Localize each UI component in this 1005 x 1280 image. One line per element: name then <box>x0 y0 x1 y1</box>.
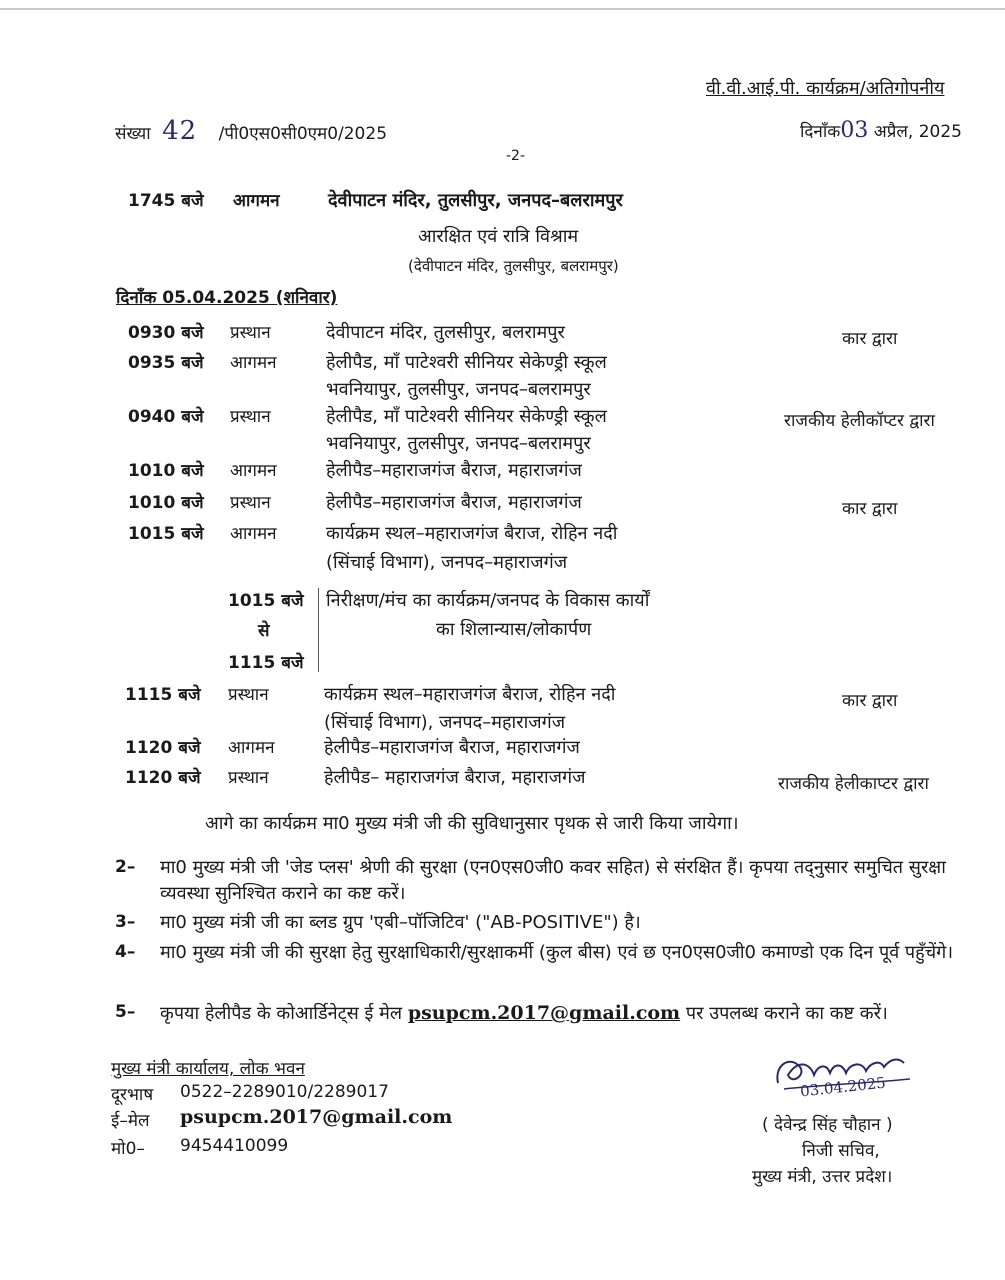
schedule-place-line2: भवनियापुर, तुलसीपुर, जनपद–बलरामपुर <box>326 433 591 454</box>
page-marker: -2- <box>506 148 526 164</box>
schedule-time: 1120 बजे <box>125 738 201 758</box>
schedule-time: 1015 बजे <box>128 524 204 544</box>
schedule-mode: कार द्वारा <box>842 329 898 349</box>
top-edge-line <box>0 8 1005 10</box>
schedule-place: देवीपाटन मंदिर, तुलसीपुर, बलरामपुर <box>326 322 565 343</box>
schedule-action: प्रस्थान <box>230 493 271 513</box>
program-divider <box>318 588 319 672</box>
mobile-label: मो0– <box>111 1139 145 1159</box>
point-text <box>160 1000 968 1027</box>
date-label: दिनाँक <box>800 122 841 142</box>
program-line1: निरीक्षण/मंच का कार्यक्रम/जनपद के विकास कार्यों <box>326 590 650 611</box>
program-to-time: 1115 बजे <box>228 653 304 673</box>
further-program-note: आगे का कार्यक्रम मा0 मुख्य मंत्री जी की सुविधानुसार पृथक से जारी किया जायेगा। <box>205 813 739 834</box>
point-number: 4– <box>115 942 136 962</box>
program-se: से <box>258 621 270 641</box>
coordinates-email-link[interactable]: psupcm.2017@gmail.com <box>407 1002 681 1024</box>
schedule-mode: कार द्वारा <box>842 499 898 519</box>
schedule-place-line2: भवनियापुर, तुलसीपुर, जनपद–बलरामपुर <box>326 379 591 400</box>
schedule-action: प्रस्थान <box>228 768 269 788</box>
signature-date: 03.04.2025 <box>799 1073 887 1101</box>
schedule-time: 1010 बजे <box>128 461 204 481</box>
point-number: 2– <box>115 857 136 877</box>
prev-arrival-action: आगमन <box>233 191 280 211</box>
schedule-time: 0940 बजे <box>128 407 204 427</box>
schedule-time: 1115 बजे <box>125 685 201 705</box>
office-email[interactable]: psupcm.2017@gmail.com <box>180 1106 453 1128</box>
day-heading: दिनाँक 05.04.2025 (शनिवार) <box>116 288 338 308</box>
signatory-office: मुख्य मंत्री, उत्तर प्रदेश। <box>752 1167 893 1187</box>
signatory-designation: निजी सचिव, <box>802 1141 880 1161</box>
schedule-action: आगमन <box>230 524 277 544</box>
schedule-time: 0935 बजे <box>128 353 204 373</box>
prev-arrival-time: 1745 बजे <box>128 191 204 211</box>
schedule-time: 1120 बजे <box>125 768 201 788</box>
date-rest: अप्रैल, 2025 <box>873 122 962 142</box>
phone-label: दूरभाष <box>111 1085 154 1105</box>
prev-arrival-note: आरक्षित एवं रात्रि विश्राम <box>418 226 579 247</box>
program-line2: का शिलान्यास/लोकार्पण <box>436 619 592 640</box>
schedule-action: आगमन <box>230 353 277 373</box>
schedule-action: प्रस्थान <box>230 323 271 343</box>
classification-label: वी.वी.आई.पी. कार्यक्रम/अतिगोपनीय <box>706 78 945 99</box>
point-text: मा0 मुख्य मंत्री जी की सुरक्षा हेतु सुरक्षाधिकारी/सुरक्षाकर्मी (कुल बीस) एवं छ एन0एस0जी0 कमाण्डो एक दिन पूर्व पहुँचेंगे। <box>160 942 954 963</box>
ref-label: संख्या <box>115 124 151 144</box>
schedule-place: हेलीपैड, माँ पाटेश्वरी सीनियर सेकेण्ड्री स्कूल <box>326 406 607 427</box>
email-label: ई–मेल <box>111 1111 150 1131</box>
schedule-place: हेलीपैड–महाराजगंज बैराज, महाराजगंज <box>326 460 582 481</box>
schedule-place: हेलीपैड–महाराजगंज बैराज, महाराजगंज <box>326 492 582 513</box>
schedule-mode: कार द्वारा <box>842 691 898 711</box>
ref-suffix: /पी0एस0सी0एम0/2025 <box>218 124 388 144</box>
date-line <box>800 118 962 143</box>
point-text: मा0 मुख्य मंत्री जी 'जेड प्लस' श्रेणी की सुरक्षा (एन0एस0जी0 कवर सहित) से संरक्षित हैं। कृपया तद्नुसार समुचित सुरक्षा व्यवस्था सुनिश्चित कराने का कष्ट करें। <box>160 857 946 904</box>
point-number: 3– <box>115 912 136 932</box>
schedule-time: 0930 बजे <box>128 323 204 343</box>
office-heading: मुख्य मंत्री कार्यालय, लोक भवन <box>111 1059 305 1079</box>
mobile-value: 9454410099 <box>180 1136 289 1156</box>
point-number: 5– <box>115 1002 136 1022</box>
schedule-action: आगमन <box>228 738 275 758</box>
prev-arrival-place: देवीपाटन मंदिर, तुलसीपुर, जनपद–बलरामपुर <box>328 190 623 211</box>
phone-value: 0522–2289010/2289017 <box>180 1082 389 1102</box>
schedule-place: कार्यक्रम स्थल–महाराजगंज बैराज, रोहिन नदी <box>326 523 618 544</box>
signatory-name: ( देवेन्द्र सिंह चौहान ) <box>762 1115 893 1135</box>
reference-number <box>115 116 387 146</box>
schedule-action: प्रस्थान <box>228 685 269 705</box>
prev-arrival-subnote: (देवीपाटन मंदिर, तुलसीपुर, बलरामपुर) <box>408 257 619 275</box>
schedule-place-line2: (सिंचाई विभाग), जनपद–महाराजगंज <box>326 552 568 573</box>
date-handwritten-day: 03 <box>840 118 869 143</box>
schedule-mode: राजकीय हेलीकाप्टर द्वारा <box>778 774 929 794</box>
program-from-time: 1015 बजे <box>228 591 304 611</box>
schedule-time: 1010 बजे <box>128 493 204 513</box>
point-text-after: पर उपलब्ध कराने का कष्ट करें। <box>685 1003 888 1024</box>
point-text: मा0 मुख्य मंत्री जी का ब्लड ग्रुप 'एबी–पॉजिटिव' ("AB-POSITIVE") है। <box>160 912 641 933</box>
schedule-place-line2: (सिंचाई विभाग), जनपद–महाराजगंज <box>324 712 566 733</box>
schedule-place: हेलीपैड– महाराजगंज बैराज, महाराजगंज <box>324 767 586 788</box>
schedule-mode: राजकीय हेलीकॉप्टर द्वारा <box>784 411 935 431</box>
schedule-place: कार्यक्रम स्थल–महाराजगंज बैराज, रोहिन नदी <box>324 684 616 705</box>
schedule-place: हेलीपैड–महाराजगंज बैराज, महाराजगंज <box>324 737 580 758</box>
schedule-action: प्रस्थान <box>230 407 271 427</box>
ref-handwritten-number: 42 <box>162 116 198 146</box>
schedule-place: हेलीपैड, माँ पाटेश्वरी सीनियर सेकेण्ड्री स्कूल <box>326 352 607 373</box>
schedule-action: आगमन <box>230 461 277 481</box>
point-text-before: कृपया हेलीपैड के कोआर्डिनेट्स ई मेल <box>160 1003 403 1024</box>
